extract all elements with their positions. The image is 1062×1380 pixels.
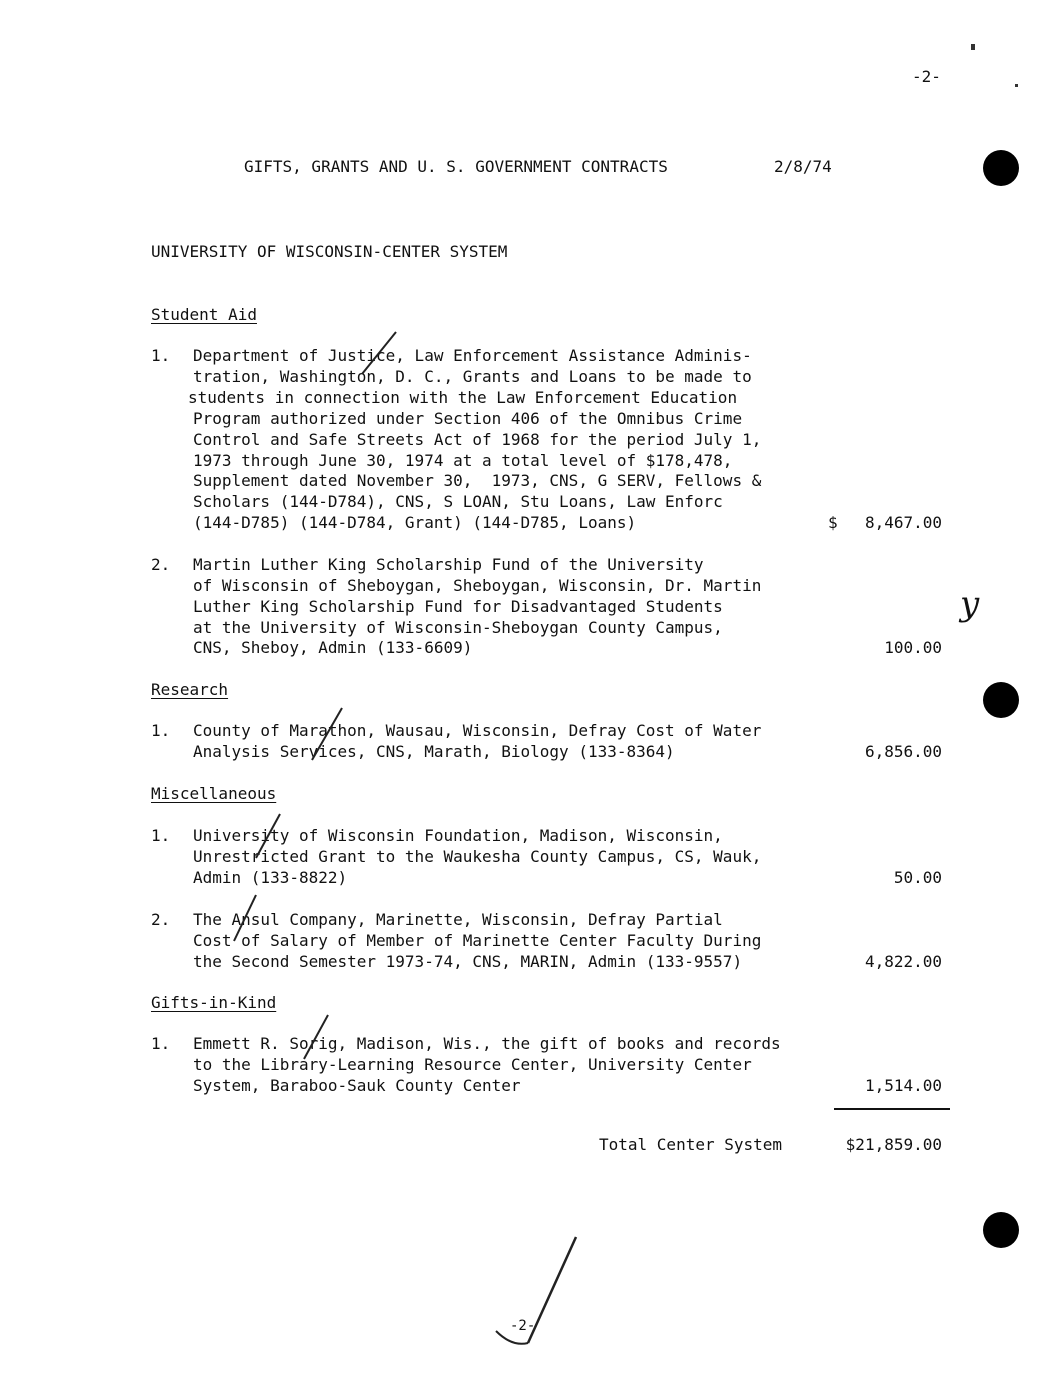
section-heading-research: Research bbox=[151, 680, 229, 699]
document-date: 2/8/74 bbox=[774, 157, 832, 176]
item-amount: 50.00 bbox=[893, 868, 942, 887]
section-heading-student-aid: Student Aid bbox=[151, 305, 257, 324]
total-rule bbox=[834, 1108, 950, 1110]
item-text-line: Emmett R. Sorig, Madison, Wis., the gift of books and records bbox=[193, 1034, 781, 1053]
item-text-line: University of Wisconsin Foundation, Madison, Wisconsin, bbox=[193, 826, 723, 845]
total-amount: $21,859.00 bbox=[845, 1135, 942, 1154]
item-number: 1. bbox=[151, 721, 171, 740]
check-mark-icon bbox=[360, 330, 400, 380]
item-text-line: the Second Semester 1973-74, CNS, MARIN, Admin (133-9557) bbox=[193, 952, 743, 971]
speck bbox=[971, 44, 975, 50]
punch-hole-top bbox=[983, 150, 1019, 186]
item-text-line: (144-D785) (144-D784, Grant) (144-D785, Loans) bbox=[193, 513, 637, 532]
item-text-line: 1973 through June 30, 1974 at a total level of $178,478, bbox=[193, 451, 733, 470]
item-text-line: System, Baraboo-Sauk County Center bbox=[193, 1076, 521, 1095]
item-number: 2. bbox=[151, 555, 171, 574]
section-heading-miscellaneous: Miscellaneous bbox=[151, 784, 277, 803]
item-amount: 8,467.00 bbox=[864, 513, 942, 532]
item-amount: 6,856.00 bbox=[864, 742, 942, 761]
item-text-line: to the Library-Learning Resource Center, University Center bbox=[193, 1055, 752, 1074]
item-text-line: Control and Safe Streets Act of 1968 for the period July 1, bbox=[193, 430, 762, 449]
item-number: 1. bbox=[151, 826, 171, 845]
item-text-line: CNS, Sheboy, Admin (133-6609) bbox=[193, 638, 473, 657]
margin-handwritten-mark: y bbox=[960, 584, 980, 624]
item-text-line: Martin Luther King Scholarship Fund of the University bbox=[193, 555, 704, 574]
bottom-page-mark: -2- bbox=[510, 1318, 536, 1334]
item-text-line: at the University of Wisconsin-Sheboygan County Campus, bbox=[193, 618, 723, 637]
punch-hole-bottom bbox=[983, 1212, 1019, 1248]
item-text-line: Department of Justice, Law Enforcement Assistance Adminis- bbox=[193, 346, 752, 365]
item-text-line: Supplement dated November 30, 1973, CNS, G SERV, Fellows & bbox=[193, 471, 762, 490]
speck bbox=[1015, 84, 1018, 87]
check-mark-icon bbox=[232, 893, 262, 943]
item-text-line: Program authorized under Section 406 of the Omnibus Crime bbox=[193, 409, 743, 428]
punch-hole-middle bbox=[983, 682, 1019, 718]
item-text-line: Analysis Services, CNS, Marath, Biology (133-8364) bbox=[193, 742, 675, 761]
amount-dollar-sign: $ bbox=[828, 513, 838, 532]
item-text-line: County of Marathon, Wausau, Wisconsin, Defray Cost of Water bbox=[193, 721, 762, 740]
bottom-check-mark-icon bbox=[490, 1235, 580, 1355]
section-heading-gifts-in-kind: Gifts-in-Kind bbox=[151, 993, 277, 1012]
total-label: Total Center System bbox=[599, 1135, 783, 1154]
item-amount: 100.00 bbox=[884, 638, 942, 657]
item-text-line: Cost of Salary of Member of Marinette Center Faculty During bbox=[193, 931, 762, 950]
item-text-line: Scholars (144-D784), CNS, S LOAN, Stu Loans, Law Enforc bbox=[193, 492, 723, 511]
item-text-line: Luther King Scholarship Fund for Disadvantaged Students bbox=[193, 597, 723, 616]
document-title: GIFTS, GRANTS AND U. S. GOVERNMENT CONTRACTS bbox=[244, 157, 668, 176]
institution-heading: UNIVERSITY OF WISCONSIN-CENTER SYSTEM bbox=[151, 242, 508, 261]
item-number: 1. bbox=[151, 346, 171, 365]
item-text-line: of Wisconsin of Sheboygan, Sheboygan, Wisconsin, Dr. Martin bbox=[193, 576, 762, 595]
item-text-line: The Ansul Company, Marinette, Wisconsin, Defray Partial bbox=[193, 910, 723, 929]
item-text-line: students in connection with the Law Enforcement Education bbox=[188, 388, 738, 407]
page-number: -2- bbox=[912, 67, 941, 86]
item-number: 2. bbox=[151, 910, 171, 929]
item-number: 1. bbox=[151, 1034, 171, 1053]
item-text-line: Unrestricted Grant to the Waukesha County Campus, CS, Wauk, bbox=[193, 847, 762, 866]
item-text-line: tration, Washington, D. C., Grants and Loans to be made to bbox=[193, 367, 752, 386]
check-mark-icon bbox=[254, 812, 284, 862]
item-text-line: Admin (133-8822) bbox=[193, 868, 348, 887]
check-mark-icon bbox=[308, 706, 348, 766]
check-mark-icon bbox=[302, 1013, 332, 1063]
item-amount: 1,514.00 bbox=[864, 1076, 942, 1095]
item-amount: 4,822.00 bbox=[864, 952, 942, 971]
